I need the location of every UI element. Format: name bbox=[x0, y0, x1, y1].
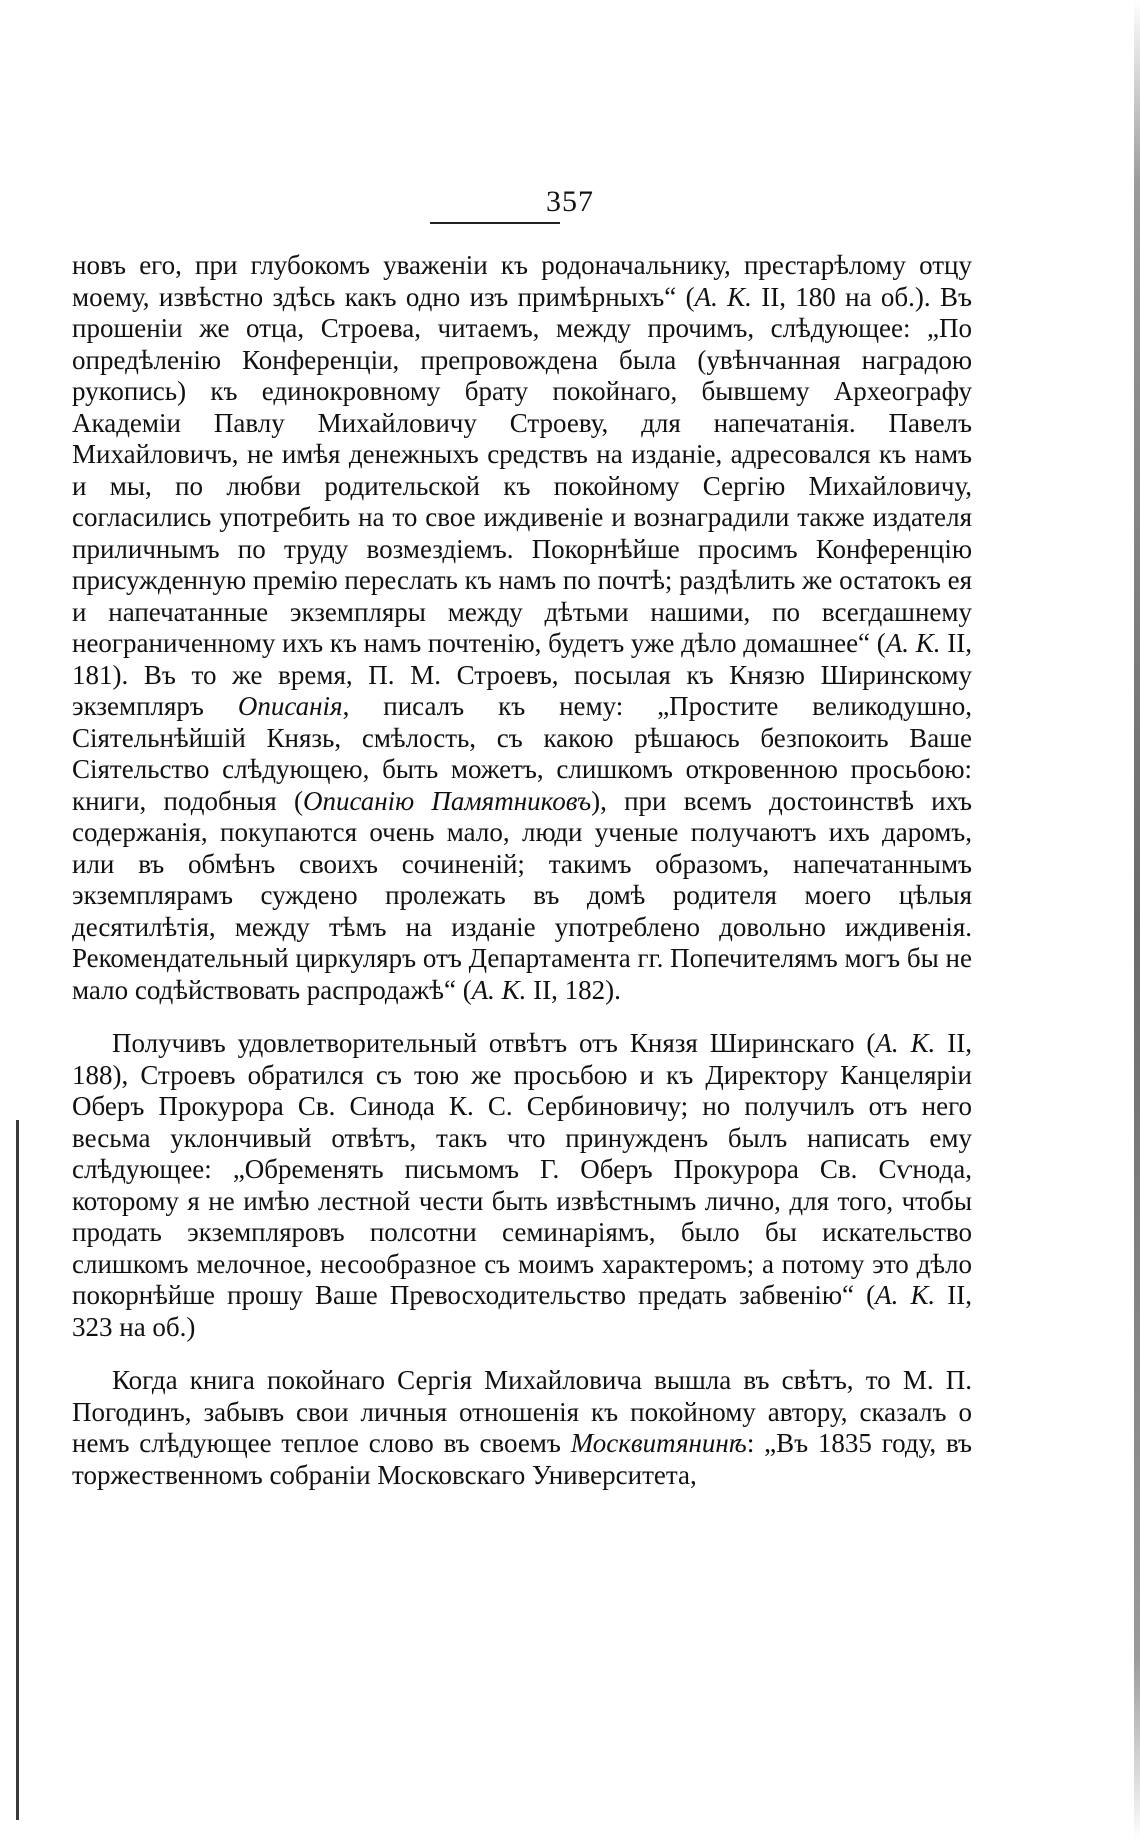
citation-italic: Описанію Памятниковъ bbox=[302, 785, 592, 816]
page-number: 357 bbox=[546, 185, 594, 218]
text-segment: Получивъ удовлетворительный отвѣтъ отъ Князя Ширинскаго ( bbox=[112, 1028, 876, 1058]
citation-italic: Описанія bbox=[237, 691, 343, 721]
text-segment: II, 180 на об.). Въ прошеніи же отца, Строева, читаемъ, между прочимъ, слѣдующее: „По опредѣленію Конференціи, препровождена была (увѣнчанная наградою рукопись) къ единокровному брату покойнаго, бывшему Археографу Академіи Павлу Михайловичу Строеву, для напечатанія. Павелъ Михайловичъ, не имѣя денежныхъ средствъ на изданіе, адресовался къ намъ и мы, по любви родительской къ покойному Сергію Михайловичу, согласились употребить на то свое иждивеніе и вознаградили также издателя приличнымъ по труду возмездіемъ. Покорнѣйше просимъ Конференцію присужденную премію переслать къ намъ по почтѣ; раздѣлить же остатокъ ея и напечатанные экземпляры между дѣтьми нашими, по всегдашнему неограниченному ихъ къ намъ почтенію, будетъ уже дѣло домашнее“ ( bbox=[72, 281, 972, 658]
citation-italic: А. К. bbox=[885, 628, 941, 658]
text-segment: , писалъ къ нему: „Простите великодушно, Сіятельнѣйшій Князь, смѣлость, съ какою рѣшаюсь безпокоить Ваше Сіятельство слѣдующею, быть можетъ, слишкомъ откровенною просьбою: книги, подобныя ( bbox=[72, 691, 973, 816]
text-segment: II, 182). bbox=[526, 974, 621, 1005]
citation-italic: А. К. bbox=[875, 1028, 936, 1058]
text-segment: новъ его, при глубокомъ уваженіи къ родоначальнику, престарѣлому отцу моему, извѣстно здѣсь какъ одно изъ примѣрныхъ“ ( bbox=[72, 250, 972, 312]
text-segment: II, 323 на об.) bbox=[72, 1280, 972, 1342]
page-number-rule bbox=[430, 222, 560, 224]
citation-italic: Москвитянинѣ bbox=[570, 1428, 747, 1458]
paragraph-receipt-of-reply bbox=[72, 1028, 972, 1343]
scan-edge-shadow bbox=[1134, 0, 1140, 1841]
text-segment: II, 181). Въ то же время, П. М. Строевъ, посылая къ Князю Ширинскому экземпляръ bbox=[72, 628, 972, 721]
citation-italic: А. К. bbox=[471, 974, 527, 1005]
text-segment: : „Въ 1835 году, въ торжественномъ собраніи Московскаго Университета, bbox=[72, 1428, 972, 1490]
citation-italic: А. К. bbox=[694, 281, 752, 312]
text-segment: ), при всемъ достоинствѣ ихъ содержанія, покупаются очень мало, люди ученые получаютъ ихъ даромъ, или въ обмѣнъ своихъ сочиненій; такимъ образомъ, напечатаннымъ экземплярамъ суждено пролежать въ домѣ родителя моего цѣлыя десятилѣтія, между тѣмъ на изданіе употреблено довольно иждивенія. Рекомендательный циркуляръ отъ Департамента гг. Попечителямъ могъ бы не мало содѣйствовать распродажѣ“ ( bbox=[72, 785, 973, 1005]
text-segment: II, 188), Строевъ обратился съ тою же просьбою и къ Директору Канцеляріи Оберъ Прокурора Св. Синода К. С. Сербиновичу; но получилъ отъ него весьма уклончивый отвѣтъ, такъ что принужденъ былъ написать ему слѣдующее: „Обременять письмомъ Г. Оберъ Прокурора Св. Сѵнода, которому я не имѣю лестной чести быть извѣстнымъ лично, для того, чтобы продать экземпляровъ полсотни семинаріямъ, было бы искательство слишкомъ мелочное, несообразное съ моимъ характеромъ; а потому это дѣло покорнѣйше прошу Ваше Превосходительство предать забвенію“ ( bbox=[72, 1028, 972, 1310]
paragraph-pogodin bbox=[72, 1365, 972, 1491]
body-text bbox=[72, 250, 972, 1491]
scan-left-margin-mark bbox=[16, 1120, 19, 1820]
citation-italic: А. К. bbox=[875, 1280, 936, 1310]
paragraph-continuation bbox=[72, 250, 972, 1006]
text-segment: Когда книга покойнаго Сергія Михайловича вышла въ свѣтъ, то М. П. Погодинъ, забывъ свои личныя отношенія къ покойному автору, сказалъ о немъ слѣдующее теплое слово въ своемъ bbox=[72, 1365, 972, 1458]
